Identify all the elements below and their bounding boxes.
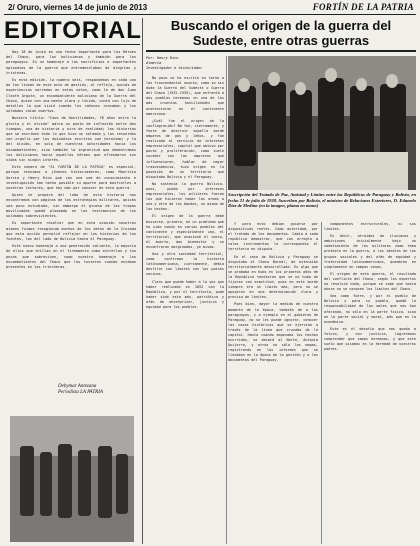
column-divider (226, 56, 227, 544)
article-paragraph: Claro que puede haber a la vez que haber realizado en 1852 con la República, y por el territorio, pude haber sido esta más, patriótico y afán de enseñorizar, justicia y equidad para los pueblos. (146, 279, 224, 310)
editorial-paragraph: Quien se prepara del lado de esta historia nos encontramos con páginas de las estrategias militares, quizás sea poco estudiada, sin embargo el grueso de las tropas movilizadas quedó plasmado en los testimonios de los soldados sobrevivientes. (6, 193, 136, 219)
article-paragraph: En el caso de Bolivia y Paraguay se disputaba el Chaco Boreal, de extensión territorialmente desarrollada. Es algo que se probaba en hubo en los primeros años de la República tendieron que se no hubo de fijarse con exactitud, pues en este borde siempre era un límite más, pero no se apoyaron en una determinación clara y precisa de límites. (228, 254, 318, 300)
article-paragraph: Una y otra sociedad territorial, como confirman la historia latinoamericana, ciertamente, debía desfilar con límites con los países vecinos. (146, 252, 224, 277)
editorial-paragraph: Este nuevo homenaje a una generación valiente, la mayoría de ellos que brillan en el firmamento como estrellas y los pocos que sobreviven, como nuestro homenaje a los excombatientes del Chaco que les tuvieron cuando estaban presentes en las trincheras. (6, 244, 136, 269)
column-divider (321, 222, 322, 544)
article-byline (146, 56, 226, 71)
article-paragraph: Pues bien, mayor la medida de nuestro momento de la época, también de a los paraguayos, y a ejemplo en el gobierno de Paraguay, no se les puede ignorar, conocer las cosas históricas que se ejercían a través de la línea que cruzaba de la capital. Hasta cuando empezaba los hechos ocurridos, se desató al Norte, Antonio Quijarro, y otros no sólo los mapas, registrando en los informes que se llevaban en la época de la gestión y a los documentos del Paraguay. (228, 302, 318, 363)
article-paragraph: ¿Cuál fue el origen de la conflagración? No fue, ciertamente, y fuera de destruir aquella borde amparos de gas y leños, y fue realizada al servicio de intereses empresariales, capital que obtuvo por pacto y proliferación, como suele suceder con las empresas que influenciaron, hablar de mayor trascendencia, tuvo origen en la posesión de un territorio que disputaba Bolivia y el Paraguay. (146, 118, 224, 179)
editorial-paragraph: Nuestro título: "Caos de Hostilidades, 78 años entre la gloria y el olvido" marca un punto de inflexión entre dos tiempos, una de historia y otra de realidad; las historias que se escriben todo lo que hizo un soldado y los recuerdos con orgullo por los episodios escritos con heroísmo; y la del olvido, en solo de nuestras autoridades hacia los excombatientes, sino también la ingratitud que demostramos los bolivianos hacia aquellos héroes que ofrendaron sus vidas sin ningún interés. (6, 116, 136, 163)
signature-role: Periodista LA PATRIA (58, 390, 103, 395)
editorial-body (6, 50, 136, 272)
byline-author: Por: Henry Rico (146, 56, 179, 60)
article-paragraph: Sea como fuere, y por el pueblo de Bolivia y para su pueblo, quedó la responsabilidad de los males que nos han afectado, no sólo en la parte fisica, sino en la parte social y moral, más que en la económica. (324, 294, 416, 324)
article-paragraph: El origen de la guerra debe buscarse, primero, en un problema que ha sido común en varios pueblos del continente y especialmente uno, el territorial, que ocasionó el vacío, el muerto, don bienestar y se encontraron marginados, yo mismo. (146, 214, 224, 249)
article-body-column-1 (146, 76, 224, 312)
edition-dateline: 2/ Oruro, viernes 14 de junio de 2013 (8, 3, 148, 12)
byline-place: Almería (146, 61, 162, 65)
article-paragraph: El origen de esta guerra, el resultado del conflicto del Chaco, según los expertos no resolvió nada, porque se sabe que hasta ahora no se conocen los límites del Chaco. (324, 271, 416, 292)
soldiers-photo (10, 416, 134, 542)
article-paragraph: Es decir, atraídos de ilusiones y ambiciones inicialmente bajo un sometimiento de los militares como tema pretexto en la guerra, a los ideales de los grupos sociales y del afán de equidad y fraternidad latinoamericana, quedaron en simplemente en campos vanos. (324, 234, 416, 269)
masthead-title: FORTÍN DE LA PATRIA (312, 2, 414, 12)
page-header (4, 0, 416, 15)
editorial-paragraph: Es esta edición, la numero seis, respondemos en cada uno de las líneas de este acto de gestión, al reflejo, quizás de experiencias narradas en estas notas, como la de don Juan Cleofe Argote, un excombatiente boliviano de la Guerra del Chaco, quien con una mente clara y lúcida, contó con lujo de detalles lo que vivió cuando los cañones roncaban y los soldados caían muertos. (6, 78, 136, 114)
article-paragraph: No poco se ha escrito en torno a las trascendental asunto, como se sin duda la Guerra del Sudeste o Guerra del Chaco (1932-1935), que enfrentó a dos pueblos hermanos en una de las más cruentas hostilidades que acontecieron en el continente americano. (146, 76, 224, 116)
article-paragraph: No sostenía la guerra Bolivia, pues, pueda por intereses empresariales, los militares fueron los que hicieron tomar las armas a uno y otro de los bandos, un mismo de los hechos. (146, 181, 224, 212)
headline-rule (146, 50, 416, 52)
editorial-paragraph: Este número de "EL FORTÍN DE LA PATRIA" es especial, porque reúnimos a jóvenes historiadores, como Mauricio García y Henry Rico que con una sed de conocimiento e investigación han hecho posible su aporte para mostrarles a nuestros lectores, que hay más por conocer de esta guerra. (6, 165, 136, 191)
treaty-signing-photo (228, 56, 416, 190)
article-paragraph: Este es el desafío que nos queda a futuro, y con justicia, lograremos comprender que somos hermanos, y que este suelo que pisamos es la heredad de nuestros padres. (324, 326, 416, 352)
editorial-paragraph: Hoy 18 de junio es una fecha importante para los Héroes del Chaco, para los bolivianos y también para los paraguayos. Es un homenaje a los sacrificios e importantes episodios de la guerra que entremezclaban de alegrías y tristezas. (6, 50, 136, 75)
article-body-column-2 (228, 222, 318, 366)
photo-caption: Suscripción del Tratado de Paz, Amistad y Límites entre las Repúblicas de Paraguay y Bolivia, en fecha 21 de julio de 1938. Suscriben por Bolivia, el ministro de Relaciones Exteriores, D. Eduardo Díez de Medina (en la imagen, pluma en mano) (228, 192, 416, 209)
column-divider (142, 18, 143, 544)
article-paragraph: Y para esto debían guiarse por dispositivos reales. Como autoridad, por el tratado de los documentos. Cabía a cada república demostrar, que con arreglo a tales instrumentos le correspondía el territorio en disputa. (228, 222, 318, 252)
editorial-paragraph: Es importante resaltar que en esta ocasión nosotros mismos fuimos recogiendo muchos de los datos de la Cruzada que esta acción permitió reflejar en las historias de las fuentes, las del lado de Bolivia hasta el Paraguay. (6, 221, 136, 241)
byline-role: Investigador e historiador (146, 66, 203, 70)
article-headline: Buscando el origen de la guerra del Sudeste, entre otras guerras (170, 18, 392, 48)
article-paragraph: componentes estructurales, ni sus límites. (324, 222, 416, 232)
editorial-title: EDITORIAL (4, 17, 142, 44)
editorial-signature (58, 384, 138, 396)
article-body-column-3 (324, 222, 416, 354)
signature-name: Debymar Antezana (58, 384, 97, 389)
